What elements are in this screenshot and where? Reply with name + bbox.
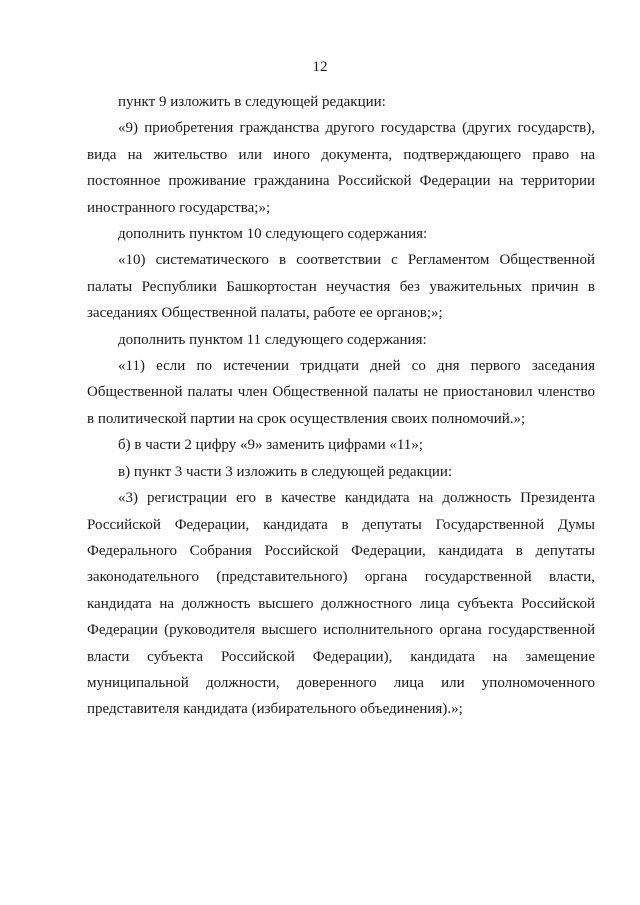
paragraph-8: в) пункт 3 части 3 изложить в следующей редакции: [118,463,453,480]
paragraph-9: «3) регистрации его в качестве кандидата на должность Президента Российской Федерации, кандидата в депутаты Государственной Думы Федерального Собрания Российской Федерации, кандидата в депутаты законодательного (представительного) органа государственной власти, кандидата на должность высшего должностного лица субъекта Российской Федерации (руководителя высшего исполнительного органа государственной власти субъекта Российской Федерации), кандидата на замещение муниципальной должности, доверенного лица или уполномоченного представителя кандидата (избирательного объединения).»; [87,490,595,718]
document-body [87,89,595,723]
paragraph-4: «10) систематического в соответствии с Регламентом Общественной палаты Республики Башкортостан неучастия без уважительных причин в заседаниях Общественной палаты, работе ее органов;»; [87,252,595,322]
paragraph-7: б) в части 2 цифру «9» заменить цифрами «11»; [118,437,423,454]
paragraph-2: «9) приобретения гражданства другого государства (других государств), вида на жительство или иного документа, подтверждающего право на постоянное проживание гражданина Российской Федерации на территории иностранного государства;»; [87,120,595,216]
paragraph-5: дополнить пунктом 11 следующего содержания: [118,331,427,348]
paragraph-3: дополнить пунктом 10 следующего содержания: [118,226,428,243]
page-number: 12 [312,59,328,75]
paragraph-1: пункт 9 изложить в следующей редакции: [118,94,386,110]
paragraph-6: «11) если по истечении тридцати дней со дня первого заседания Общественной палаты член Общественной палаты не приостановил членство в политической партии на срок осуществления своих полномочий.»; [87,358,595,427]
